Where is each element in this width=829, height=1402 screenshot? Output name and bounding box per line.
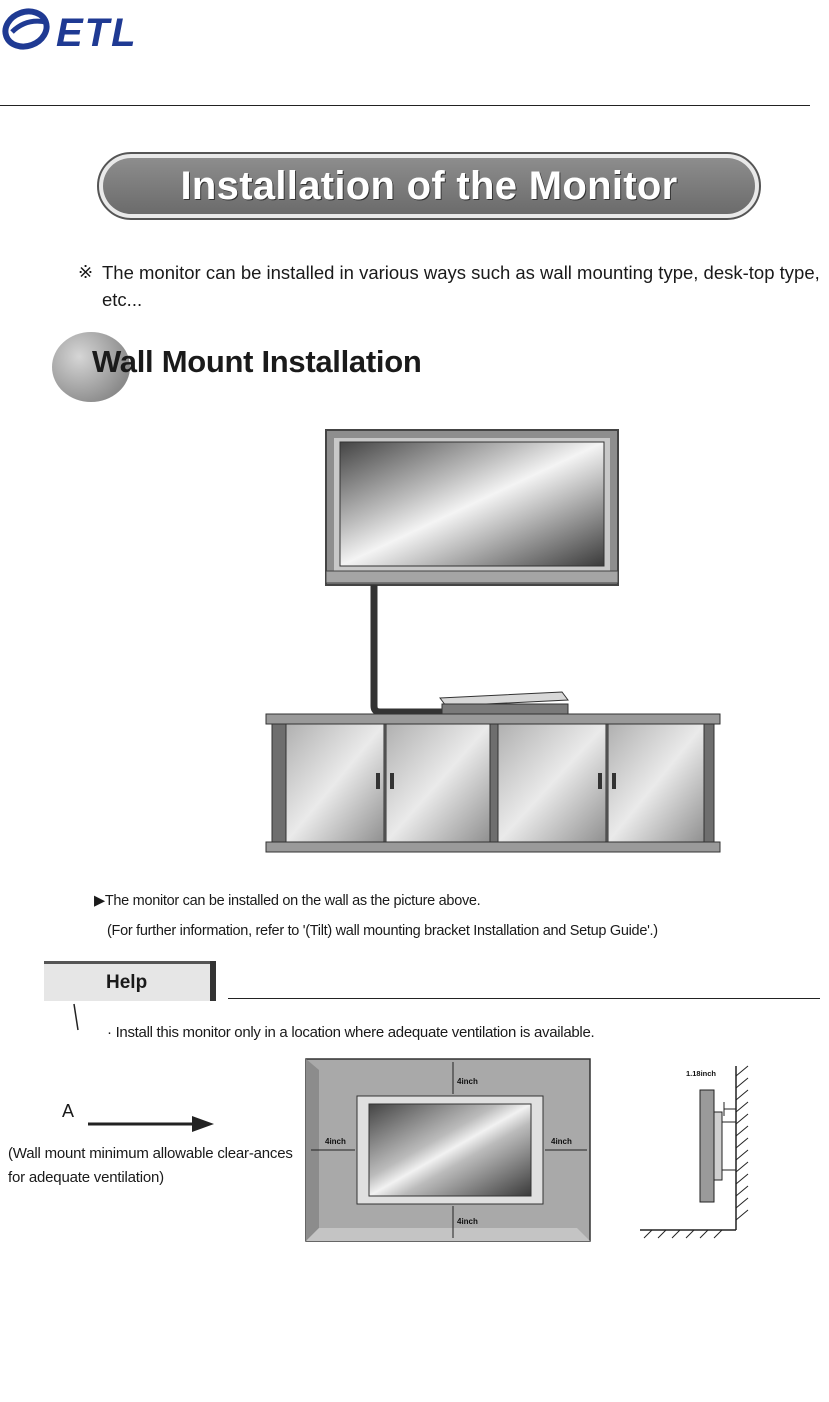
clearance-right: 4inch — [551, 1137, 572, 1146]
monitor — [326, 430, 618, 585]
side-view-diagram — [632, 1062, 772, 1240]
logo-text: ETL — [56, 11, 138, 54]
installation-note: (For further information, refer to '(Tilt) wall mounting bracket Installation and Setup Guide'.) — [107, 923, 658, 939]
clearance-caption: (Wall mount minimum allowable clear-ances for adequate ventilation) — [8, 1145, 293, 1186]
arrow-right-icon — [86, 1114, 216, 1134]
clearance-bottom: 4inch — [457, 1217, 478, 1226]
cable — [374, 585, 442, 712]
help-text: · Install this monitor only in a location where adequate ventilation is available. — [107, 1024, 595, 1041]
clearance-diagram — [305, 1058, 591, 1242]
etl-logo — [2, 2, 162, 54]
set-top-box — [440, 692, 568, 714]
help-divider — [228, 998, 820, 999]
etl-swoosh-icon — [2, 6, 52, 52]
intro-text: The monitor can be installed in various ways such as wall mounting type, desk-top type, etc... — [102, 262, 820, 310]
wall-mount-illustration — [262, 428, 724, 858]
page-title: Installation of the Monitor — [180, 163, 678, 208]
title-banner — [97, 152, 761, 220]
installation-caption: ▶The monitor can be installed on the wall as the picture above. — [94, 893, 481, 909]
side-gap-label: 1.18inch — [686, 1069, 717, 1078]
section-title: Wall Mount Installation — [92, 344, 422, 379]
header-divider — [0, 105, 810, 106]
help-pointer-icon — [72, 1002, 82, 1032]
note-mark: ※ — [78, 262, 94, 282]
cabinet — [266, 714, 720, 852]
clearance-left: 4inch — [325, 1137, 346, 1146]
clearance-top: 4inch — [457, 1077, 478, 1086]
help-label: Help — [106, 972, 148, 993]
label-a: A — [62, 1101, 75, 1121]
